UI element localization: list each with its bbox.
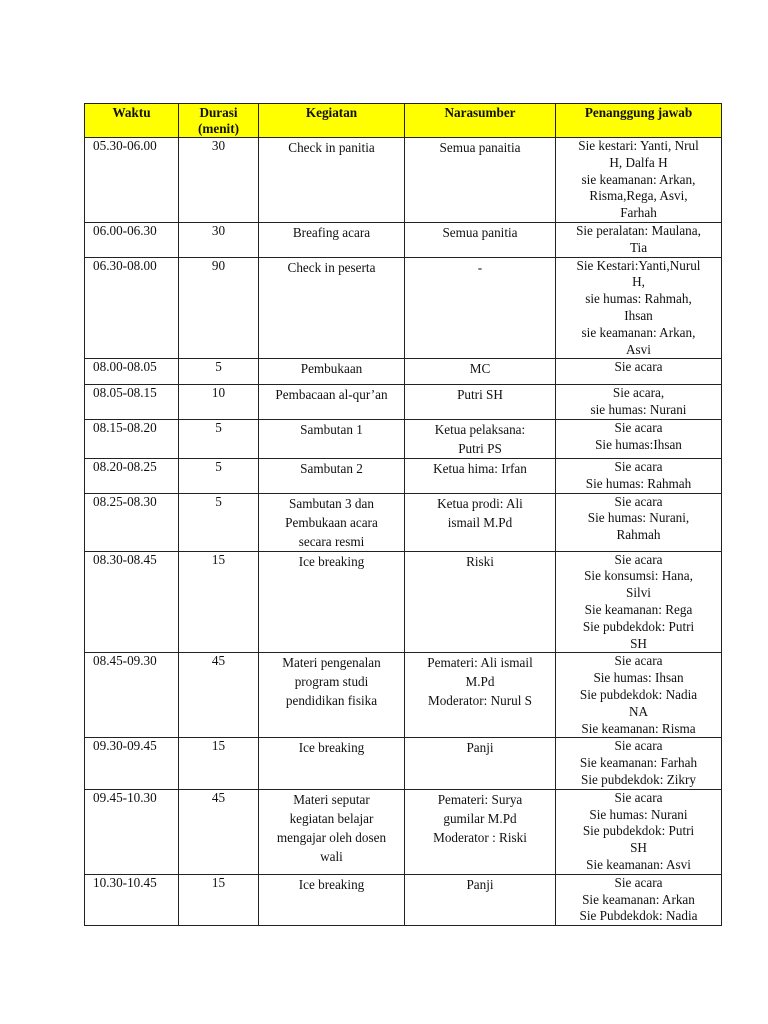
cell-durasi: 10 [179, 385, 259, 420]
cell-line: mengajar oleh dosen [276, 829, 387, 845]
cell-line: Ihsan [624, 307, 653, 323]
cell-line: Panji [466, 876, 494, 892]
table-row [85, 257, 722, 359]
table-row [85, 138, 722, 223]
cell-line: Sie pubdekdok: Putri [582, 618, 695, 634]
cell-line: Ice breaking [298, 876, 365, 892]
cell-penanggung-jawab [556, 493, 722, 551]
cell-kegiatan [259, 874, 405, 925]
table-row [85, 493, 722, 551]
cell-durasi: 90 [179, 257, 259, 359]
cell-line: Sie acara [614, 359, 663, 375]
cell-line: Ice breaking [298, 553, 365, 569]
cell-waktu: 08.20-08.25 [85, 458, 179, 493]
header-durasi: Durasi (menit) [179, 104, 259, 138]
cell-waktu: 08.15-08.20 [85, 419, 179, 458]
cell-line: Sie keamanan: Arkan [582, 891, 695, 907]
cell-narasumber [405, 551, 556, 653]
cell-line: Sie humas: Rahmah [585, 475, 692, 491]
schedule-table [84, 103, 722, 926]
cell-durasi: 5 [179, 359, 259, 385]
table-row [85, 874, 722, 925]
cell-line: Sie acara [614, 551, 663, 567]
cell-penanggung-jawab [556, 138, 722, 223]
cell-line: Panji [466, 740, 494, 756]
cell-line: Sie peralatan: Maulana, [576, 223, 701, 238]
cell-line: Moderator : Riski [433, 829, 527, 845]
cell-line: MC [469, 361, 491, 377]
cell-waktu: 09.30-09.45 [85, 738, 179, 789]
cell-line: Sie humas: Nurani [589, 806, 688, 822]
table-row [85, 551, 722, 653]
cell-kegiatan [259, 738, 405, 789]
cell-penanggung-jawab [556, 458, 722, 493]
cell-kegiatan [259, 138, 405, 223]
cell-waktu: 08.45-09.30 [85, 653, 179, 738]
table-row [85, 458, 722, 493]
header-penanggung-jawab: Penanggung jawab [556, 104, 722, 138]
cell-narasumber [405, 493, 556, 551]
cell-line: gumilar M.Pd [443, 810, 517, 826]
table-row [85, 738, 722, 789]
cell-line: Ketua pelaksana: [434, 421, 526, 437]
table-row [85, 385, 722, 420]
cell-kegiatan [259, 419, 405, 458]
cell-narasumber [405, 738, 556, 789]
cell-line: Silvi [626, 585, 651, 601]
cell-kegiatan [259, 385, 405, 420]
header-row [85, 104, 722, 138]
cell-narasumber [405, 458, 556, 493]
cell-line: Sambutan 1 [300, 421, 363, 437]
cell-line: Rahmah [616, 527, 661, 543]
cell-line: Putri SH [457, 387, 503, 403]
cell-penanggung-jawab [556, 738, 722, 789]
cell-narasumber [405, 385, 556, 420]
cell-durasi: 30 [179, 223, 259, 258]
cell-durasi: 45 [179, 789, 259, 874]
cell-penanggung-jawab [556, 359, 722, 385]
cell-line: sie keamanan: Arkan, [581, 324, 696, 340]
cell-kegiatan [259, 359, 405, 385]
cell-penanggung-jawab [556, 789, 722, 874]
cell-waktu: 05.30-06.00 [85, 138, 179, 223]
cell-line: sie humas: Nurani [590, 402, 687, 418]
cell-line: Sie acara [614, 738, 663, 754]
cell-durasi: 5 [179, 493, 259, 551]
cell-line: Sie keamanan: Risma [581, 720, 696, 736]
cell-narasumber [405, 223, 556, 258]
cell-line: Sambutan 3 dan [289, 495, 374, 511]
cell-waktu: 06.00-06.30 [85, 223, 179, 258]
cell-line: Riski [466, 553, 494, 569]
cell-line: Moderator: Nurul S [427, 693, 533, 709]
header-kegiatan: Kegiatan [259, 104, 405, 138]
schedule-body [85, 138, 722, 926]
cell-line: Sie acara, [612, 385, 665, 401]
cell-penanggung-jawab [556, 257, 722, 359]
cell-line: Sambutan 2 [300, 460, 363, 476]
cell-line: Check in peserta [287, 259, 376, 275]
cell-waktu: 08.00-08.05 [85, 359, 179, 385]
cell-line: Ice breaking [298, 740, 365, 756]
cell-line: wali [320, 848, 343, 864]
cell-line: Sie acara [614, 419, 663, 435]
table-row [85, 653, 722, 738]
cell-line: Breafing acara [292, 225, 371, 240]
cell-line: Sie Kestari:Yanti,Nurul [576, 257, 701, 273]
cell-narasumber [405, 359, 556, 385]
cell-line: Sie pubdekdok: Zikry [580, 771, 696, 787]
cell-line: Check in panitia [288, 140, 375, 155]
cell-narasumber [405, 419, 556, 458]
cell-durasi: 15 [179, 738, 259, 789]
cell-line: sie keamanan: Arkan, [581, 171, 696, 187]
cell-line: Pemateri: Ali ismail [427, 655, 533, 671]
cell-line: SH [630, 840, 647, 856]
cell-line: SH [630, 635, 647, 651]
cell-line: Sie acara [614, 789, 663, 805]
cell-kegiatan [259, 789, 405, 874]
cell-waktu: 08.05-08.15 [85, 385, 179, 420]
cell-line: M.Pd [465, 674, 495, 690]
cell-waktu: 06.30-08.00 [85, 257, 179, 359]
cell-line: Sie humas: Ihsan [593, 670, 684, 686]
cell-penanggung-jawab [556, 653, 722, 738]
cell-line: Tia [629, 239, 648, 255]
cell-penanggung-jawab [556, 385, 722, 420]
cell-penanggung-jawab [556, 223, 722, 258]
cell-line: Pembukaan acara [285, 514, 378, 530]
cell-line: ismail M.Pd [447, 514, 513, 530]
cell-line: Semua panaitia [439, 140, 521, 155]
cell-line: H, Dalfa H [609, 154, 668, 170]
cell-narasumber [405, 653, 556, 738]
cell-durasi: 5 [179, 419, 259, 458]
cell-line: kegiatan belajar [289, 810, 374, 826]
cell-line: Sie humas:Ihsan [595, 436, 682, 452]
cell-line: Sie kestari: Yanti, Nrul [578, 138, 699, 153]
cell-line: Sie acara [614, 874, 663, 890]
header-waktu: Waktu [85, 104, 179, 138]
cell-line: Materi pengenalan [282, 655, 381, 671]
cell-penanggung-jawab [556, 551, 722, 653]
cell-narasumber [405, 789, 556, 874]
cell-line: Sie keamanan: Rega [584, 601, 693, 617]
cell-line: Sie konsumsi: Hana, [584, 568, 693, 584]
cell-line: Sie Pubdekdok: Nadia [579, 908, 698, 924]
cell-line: Farhah [620, 205, 657, 221]
cell-line: - [477, 259, 483, 275]
cell-durasi: 15 [179, 551, 259, 653]
cell-line: secara resmi [298, 533, 365, 549]
cell-line: Ketua prodi: Ali [437, 495, 523, 511]
cell-kegiatan [259, 551, 405, 653]
table-row [85, 789, 722, 874]
cell-line: Semua panitia [442, 225, 518, 240]
cell-durasi: 30 [179, 138, 259, 223]
cell-line: Sie acara [614, 493, 663, 509]
cell-line: NA [628, 703, 649, 719]
cell-line: Sie acara [614, 458, 663, 474]
cell-line: pendidikan fisika [285, 693, 378, 709]
cell-line: Pembukaan [300, 361, 363, 377]
cell-waktu: 08.30-08.45 [85, 551, 179, 653]
cell-durasi: 15 [179, 874, 259, 925]
cell-waktu: 09.45-10.30 [85, 789, 179, 874]
cell-line: sie humas: Rahmah, [585, 291, 692, 307]
cell-line: Pemateri: Surya [437, 791, 523, 807]
cell-durasi: 5 [179, 458, 259, 493]
table-row [85, 359, 722, 385]
cell-line: Putri PS [458, 440, 502, 456]
cell-line: H, [632, 274, 645, 290]
header-narasumber: Narasumber [405, 104, 556, 138]
table-row [85, 419, 722, 458]
cell-line: Sie pubdekdok: Putri [582, 823, 695, 839]
cell-narasumber [405, 257, 556, 359]
cell-line: Materi seputar [293, 791, 370, 807]
cell-penanggung-jawab [556, 874, 722, 925]
cell-durasi: 45 [179, 653, 259, 738]
cell-narasumber [405, 874, 556, 925]
cell-line: Ketua hima: Irfan [433, 460, 527, 476]
cell-kegiatan [259, 653, 405, 738]
cell-line: Pembacaan al-qur’an [275, 387, 388, 403]
cell-line: Risma,Rega, Asvi, [589, 188, 688, 204]
cell-kegiatan [259, 493, 405, 551]
cell-waktu: 08.25-08.30 [85, 493, 179, 551]
cell-kegiatan [259, 223, 405, 258]
cell-line: Sie keamanan: Farhah [579, 755, 698, 771]
cell-kegiatan [259, 257, 405, 359]
cell-line: Sie pubdekdok: Nadia [579, 686, 698, 702]
cell-line: program studi [294, 674, 369, 690]
cell-penanggung-jawab [556, 419, 722, 458]
cell-line: Sie keamanan: Asvi [586, 856, 691, 872]
cell-waktu: 10.30-10.45 [85, 874, 179, 925]
cell-line: Asvi [626, 341, 651, 357]
cell-line: Sie humas: Nurani, [587, 510, 690, 526]
cell-narasumber [405, 138, 556, 223]
cell-kegiatan [259, 458, 405, 493]
cell-line: Sie acara [614, 653, 663, 669]
table-row [85, 223, 722, 258]
